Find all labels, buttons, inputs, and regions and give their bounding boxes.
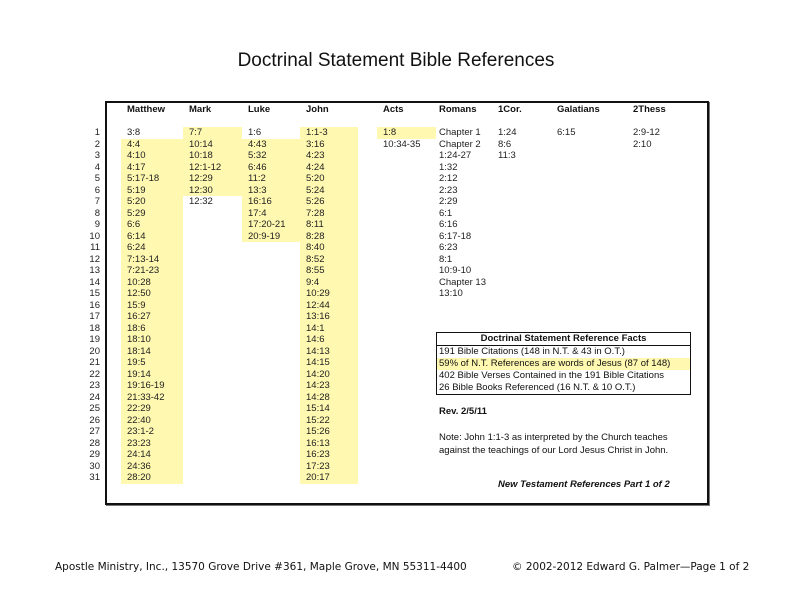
- reference-cell: 13:16: [300, 311, 358, 323]
- reference-cell: 8:52: [300, 254, 358, 266]
- reference-cell: 8:6: [498, 138, 512, 150]
- column-header: Matthew: [127, 104, 165, 115]
- reference-cell: 17:20-21: [242, 219, 300, 231]
- reference-cell: 12:44: [300, 300, 358, 312]
- reference-cell: 7:21-23: [121, 265, 183, 277]
- column-header: John: [306, 104, 329, 115]
- reference-cell: 6:17-18: [439, 230, 472, 242]
- row-number: 12: [89, 253, 100, 265]
- reference-cell: 5:26: [300, 196, 358, 208]
- reference-cell: 19:16-19: [121, 380, 183, 392]
- row-number: 28: [89, 437, 100, 449]
- reference-cell: 9:4: [300, 277, 358, 289]
- reference-cell: 1:32: [439, 161, 458, 173]
- reference-cell: 19:14: [121, 369, 183, 381]
- row-number: 22: [89, 368, 100, 380]
- fact-item-highlighted: 59% of N.T. References are words of Jesus (87 of 148): [437, 358, 690, 370]
- reference-cell: 10:34-35: [383, 138, 421, 150]
- reference-cell: 2:12: [439, 173, 458, 184]
- reference-cell: 14:23: [300, 380, 358, 392]
- reference-cell: 24:14: [121, 449, 183, 461]
- reference-cell: 13:3: [242, 185, 300, 197]
- column-header: Romans: [439, 104, 477, 115]
- reference-cell: 12:50: [121, 288, 183, 300]
- reference-cell: 5:29: [121, 208, 183, 220]
- fact-item: 26 Bible Books Referenced (16 N.T. & 10 O.T.): [439, 382, 636, 393]
- reference-cell: 22:29: [121, 403, 183, 415]
- reference-cell: 4:23: [300, 150, 358, 162]
- row-number: 4: [94, 161, 100, 173]
- row-number: 10: [89, 230, 100, 242]
- reference-facts-box: [436, 332, 691, 395]
- reference-cell: 24:36: [121, 461, 183, 473]
- reference-cell: 8:1: [439, 253, 453, 265]
- row-number: 17: [89, 311, 100, 322]
- row-number: 20: [89, 345, 100, 357]
- reference-cell: 13:10: [439, 288, 463, 299]
- row-number: 26: [89, 414, 100, 426]
- part-label: New Testament References Part 1 of 2: [498, 479, 670, 490]
- row-number: 18: [89, 322, 100, 334]
- reference-cell: 2:23: [439, 184, 458, 196]
- column-header: Galatians: [557, 104, 600, 115]
- reference-cell: Chapter 13: [439, 276, 487, 288]
- row-number: 15: [89, 288, 100, 299]
- reference-cell: 10:9-10: [439, 265, 472, 276]
- reference-cell: 6:6: [121, 219, 183, 231]
- reference-cell: 20:17: [300, 472, 358, 484]
- reference-cell: 6:46: [242, 162, 300, 174]
- page-title: Doctrinal Statement Bible References: [237, 50, 555, 71]
- reference-cell: 4:4: [121, 139, 183, 151]
- row-number: 6: [94, 184, 100, 196]
- reference-cell: 15:9: [121, 300, 183, 312]
- reference-cell: 1:6: [248, 127, 262, 138]
- footer-copyright: © 2002-2012 Edward G. Palmer—Page 1 of 2: [512, 561, 750, 573]
- row-number: 21: [89, 357, 100, 368]
- reference-cell: 16:16: [242, 196, 300, 208]
- row-number: 3: [94, 150, 100, 161]
- row-number: 8: [94, 207, 100, 219]
- row-number: 1: [94, 127, 100, 138]
- reference-cell: Chapter 1: [439, 127, 481, 138]
- reference-cell: 3:16: [300, 139, 358, 151]
- reference-cell: 7:28: [300, 208, 358, 220]
- reference-cell: 1:8: [377, 127, 436, 139]
- reference-cell: 1:24: [498, 127, 517, 138]
- reference-cell: 23:1-2: [121, 426, 183, 438]
- reference-cell: 7:13-14: [121, 254, 183, 266]
- reference-cell: 4:24: [300, 162, 358, 174]
- reference-cell: 19:5: [121, 357, 183, 369]
- fact-item: 402 Bible Verses Contained in the 191 Bible Citations: [439, 370, 664, 381]
- reference-cell: 4:10: [121, 150, 183, 162]
- reference-cell: 16:23: [300, 449, 358, 461]
- row-number: 5: [94, 173, 100, 184]
- reference-cell: 6:1: [439, 207, 453, 219]
- reference-cell: 12:32: [189, 196, 213, 207]
- reference-cell: 5:17-18: [121, 173, 183, 185]
- reference-cell: 20:9-19: [242, 231, 300, 243]
- row-number: 29: [89, 449, 100, 460]
- reference-cell: 18:14: [121, 346, 183, 358]
- row-number: 14: [89, 276, 100, 288]
- reference-cell: 12:29: [183, 173, 242, 185]
- reference-cell: 7:7: [183, 127, 242, 139]
- reference-cell: 2:9-12: [633, 127, 660, 138]
- reference-cell: 8:40: [300, 242, 358, 254]
- reference-cell: 8:11: [300, 219, 358, 231]
- reference-cell: 15:14: [300, 403, 358, 415]
- note-text: Note: John 1:1-3 as interpreted by the Church teaches against the teachings of our Lord Jesus Christ in John.: [439, 432, 669, 456]
- column-header: Acts: [383, 104, 404, 115]
- reference-cell: 5:32: [242, 150, 300, 162]
- reference-cell: 17:4: [242, 208, 300, 220]
- reference-cell: 11:3: [498, 150, 516, 161]
- reference-cell: 11:2: [242, 173, 300, 185]
- reference-cell: 15:26: [300, 426, 358, 438]
- revision-label: Rev. 2/5/11: [439, 406, 487, 417]
- row-number: 23: [89, 380, 100, 391]
- reference-cell: 4:17: [121, 162, 183, 174]
- reference-cell: 6:24: [121, 242, 183, 254]
- row-number: 25: [89, 403, 100, 414]
- reference-cell: 5:20: [300, 173, 358, 185]
- fact-item: 191 Bible Citations (148 in N.T. & 43 in O.T.): [439, 346, 625, 357]
- column-header: 1Cor.: [498, 104, 522, 115]
- facts-title: Doctrinal Statement Reference Facts: [437, 333, 690, 346]
- row-number: 24: [89, 391, 100, 403]
- reference-cell: 14:1: [300, 323, 358, 335]
- row-number: 13: [89, 265, 100, 276]
- row-number: 16: [89, 299, 100, 311]
- reference-cell: 5:24: [300, 185, 358, 197]
- column-header: Luke: [248, 104, 271, 115]
- reference-cell: 2:10: [633, 138, 652, 150]
- reference-cell: 2:29: [439, 196, 458, 207]
- row-number: 19: [89, 334, 100, 345]
- reference-cell: 12:1-12: [183, 162, 242, 174]
- reference-cell: 18:10: [121, 334, 183, 346]
- reference-cell: 8:28: [300, 231, 358, 243]
- row-number: 7: [94, 196, 100, 207]
- row-number: 9: [94, 219, 100, 230]
- reference-cell: 22:40: [121, 415, 183, 427]
- reference-cell: 23:23: [121, 438, 183, 450]
- reference-cell: 10:18: [183, 150, 242, 162]
- reference-cell: 14:20: [300, 369, 358, 381]
- reference-cell: Chapter 2: [439, 138, 481, 150]
- reference-cell: 14:6: [300, 334, 358, 346]
- row-number: 11: [90, 242, 100, 253]
- reference-cell: 10:14: [183, 139, 242, 151]
- reference-cell: 6:16: [439, 219, 458, 230]
- reference-cell: 3:8: [127, 127, 141, 138]
- reference-cell: 18:6: [121, 323, 183, 335]
- footer-address: Apostle Ministry, Inc., 13570 Grove Drive #361, Maple Grove, MN 55311-4400: [55, 561, 467, 573]
- reference-cell: 21:33-42: [121, 392, 183, 404]
- reference-cell: 6:23: [439, 242, 458, 253]
- reference-cell: 14:15: [300, 357, 358, 369]
- reference-cell: 16:13: [300, 438, 358, 450]
- reference-cell: 16:27: [121, 311, 183, 323]
- reference-cell: 6:14: [121, 231, 183, 243]
- reference-cell: 15:22: [300, 415, 358, 427]
- reference-cell: 10:29: [300, 288, 358, 300]
- reference-cell: 1:24-27: [439, 150, 472, 161]
- reference-cell: 8:55: [300, 265, 358, 277]
- reference-cell: 4:43: [242, 139, 300, 151]
- reference-cell: 28:20: [121, 472, 183, 484]
- row-number: 31: [89, 472, 100, 483]
- reference-cell: 14:28: [300, 392, 358, 404]
- reference-cell: 14:13: [300, 346, 358, 358]
- row-number: 2: [94, 138, 100, 150]
- reference-cell: 17:23: [300, 461, 358, 473]
- reference-cell: 1:1-3: [300, 127, 358, 139]
- reference-cell: 5:19: [121, 185, 183, 197]
- reference-cell: 5:20: [121, 196, 183, 208]
- column-header: Mark: [189, 104, 212, 115]
- column-header: 2Thess: [633, 104, 666, 115]
- reference-cell: 10:28: [121, 277, 183, 289]
- row-numbers: [80, 127, 100, 484]
- row-number: 30: [89, 460, 100, 472]
- reference-cell: 6:15: [557, 127, 576, 138]
- row-number: 27: [89, 426, 100, 437]
- reference-cell: 12:30: [183, 185, 242, 197]
